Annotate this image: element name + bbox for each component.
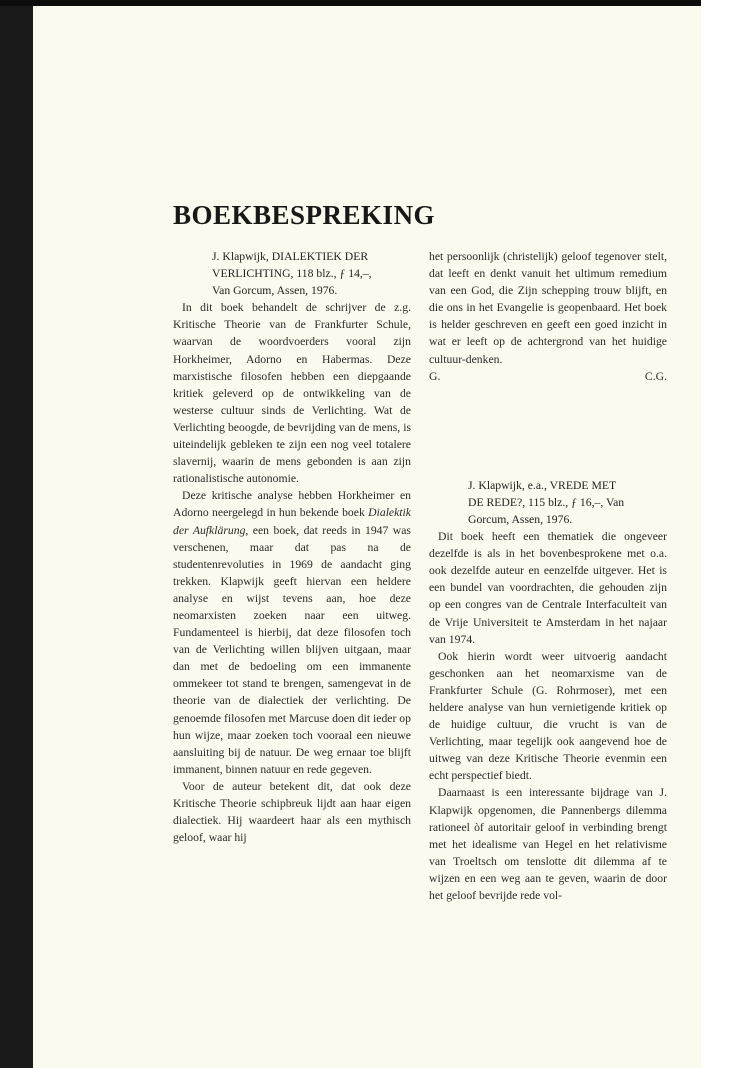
review2-paragraph-1: Dit boek heeft een thematiek die ongeveer dezelfde is als in het bovenbesprokene met o.a. ook dezelfde auteur en eenzelfde uitgever. Het is een bundel van voordrachten, die gehouden zijn op een congres van de Centrale Interfaculteit van de Vrije Universiteit te Amsterdam in het najaar van 1974.	[429, 530, 667, 646]
review2-paragraph-2: Ook hierin wordt weer uitvoerig aandacht geschonken aan het neomarxisme van de Frankfurter Schule (G. Rohrmoser), met een heldere analyse van hun vernietigende kritiek op de huidige cultuur, die vrucht is van de Verlichting, maar tegelijk ook aangevend hoe de uitweg van deze Kritische Theorie evenmin een echt perspectief biedt.	[429, 649, 667, 783]
review1-paragraph-1: In dit boek behandelt de schrijver de z.g. Kritische Theorie van de Frankfurter Schule, waarvan de woordvoerders vooral zijn Horkheimer, Adorno en Habermas. Deze marxistische filosofen hebben een diepgaande kritiek geleverd op de ontwikkeling van de westerse cultuur sinds de Verlichting. Wat de Verlichting beoogde, de bevrijding van de mens, is uiteindelijk gebleken te zijn een nog veel totalere slavernij, waarin de mens gebonden is aan zijn rationalistische autonomie.	[173, 301, 411, 486]
bib-line: J. Klapwijk, e.a., VREDE MET	[468, 478, 617, 492]
review1-paragraph-3: Voor de auteur betekent dit, dat ook deze Kritische Theorie schipbreuk lijdt aan haar eigen dialectiek. Hij waardeert haar als een mythisch geloof, waar hij	[173, 779, 411, 845]
spacer	[429, 385, 667, 431]
signature-author: C.G.	[644, 369, 667, 383]
review2-bibliography	[468, 477, 667, 528]
bib-line: VERLICHTING, 118 blz., ƒ 14,–,	[212, 267, 372, 281]
p2-text-before: Deze kritische analyse hebben Horkheimer en Adorno neergelegd in hun bekende boek	[173, 489, 411, 520]
column-right	[429, 248, 667, 904]
review2-paragraph-3: Daarnaast is een interessante bijdrage van J. Klapwijk opgenomen, die Pannenbergs dilemma rationeel òf autoritair geloof in verbinding brengt met het idealisme van Hegel en het relativisme van Troeltsch om tenslotte dit dilemma af te wijzen en een weg aan te geven, waarin de door het geloof bevrijde rede vol-	[429, 786, 667, 902]
p2-text-after: , een boek, dat reeds in 1947 was verschenen, maar dat pas na de studentenrevoluties in 1969 de aandacht ging trekken. Klapwijk geeft hiervan een heldere analyse en wijst tevens aan, hoe deze neomarxisten zoeken naar een uitweg. Fundamenteel is hierbij, dat deze filosofen toch van de Verlichting willen blijven uitgaan, maar dan met de bedoeling om een immanente ommekeer tot stand te brengen, samengevat in de theorie van de dialectiek der verlichting. De genoemde filosofen met Marcuse doen dit ieder op hun wijze, maar zoeken toch vooraal een nieuwe aansluiting bij de natuur. De weg ernaar toe blijft immanent, binnen natuur en rede gegeven.	[173, 523, 411, 776]
right-margin	[701, 0, 738, 1068]
bib-line: DE REDE?, 115 blz., ƒ 16,–, Van	[468, 495, 625, 509]
page-title: BOEKBESPREKING	[173, 200, 436, 230]
bib-line: Gorcum, Assen, 1976.	[468, 512, 573, 526]
book-title-italic: Dialektik der Aufklärung	[173, 506, 411, 537]
signature-initial: G.	[429, 369, 441, 383]
review1-bibliography	[212, 248, 411, 299]
bib-line: J. Klapwijk, DIALEKTIEK DER	[212, 250, 369, 263]
spacer	[429, 431, 667, 477]
review1-paragraph-3-continued: het persoonlijk (christelijk) geloof tegenover stelt, dat leeft en denkt vanuit het ultimum remedium van een God, die Zijn schepping trouw blijft, en die ons in het Evangelie is geopenbaard. Het boek is helder geschreven en geeft een goed inzicht in wat er leeft op de achtergrond van het huidige cultuur-denken.	[429, 250, 667, 366]
bib-line: Van Gorcum, Assen, 1976.	[212, 284, 338, 298]
review1-paragraph-2	[173, 487, 411, 778]
column-left	[173, 248, 411, 846]
review1-signature	[429, 368, 667, 385]
